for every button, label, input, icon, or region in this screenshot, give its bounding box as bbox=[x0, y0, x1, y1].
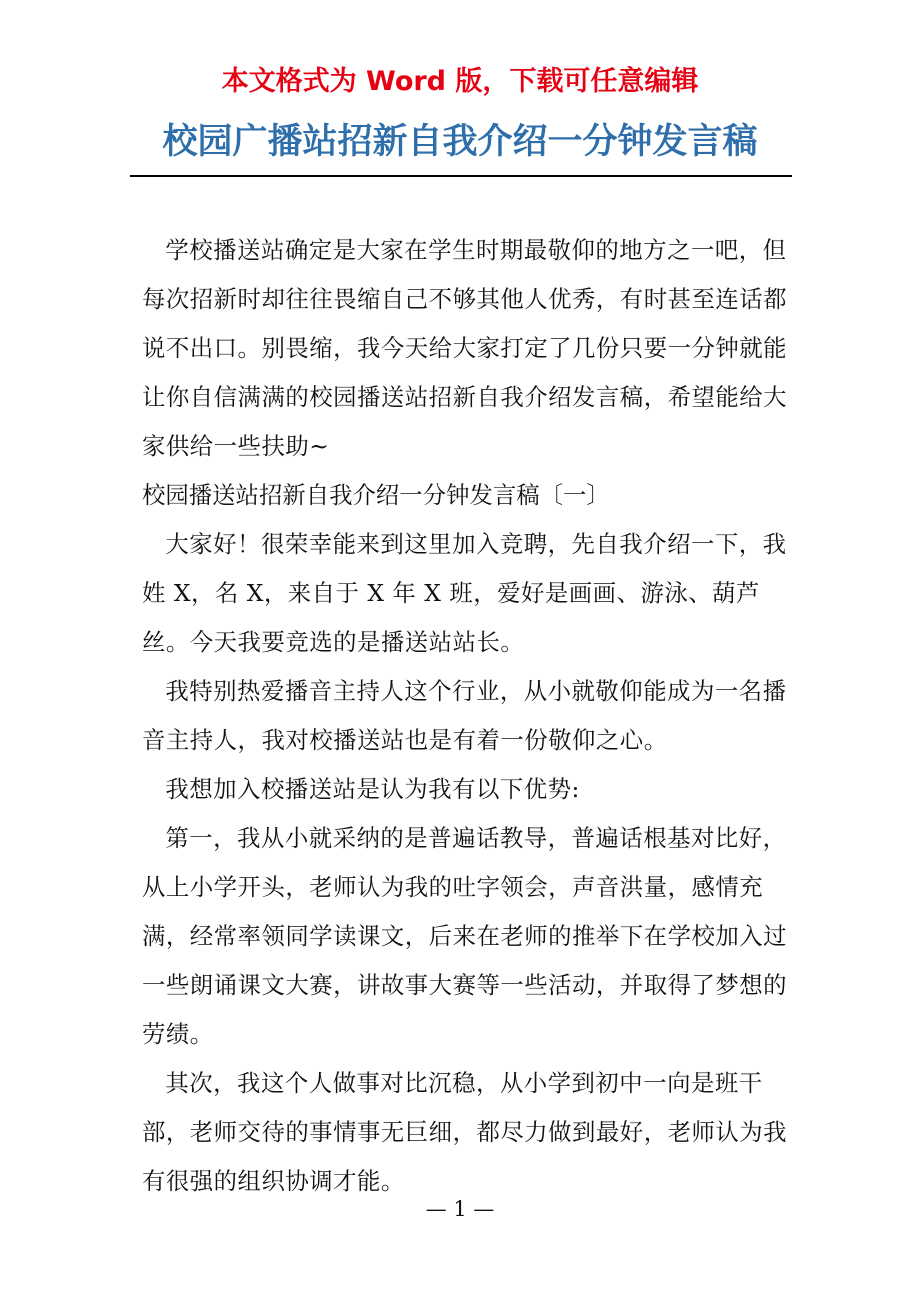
body-paragraph: 我特别热爱播音主持人这个行业，从小就敬仰能成为一名播音主持人，我对校播送站也是有着一份敬仰之心。 bbox=[142, 677, 787, 754]
page-number: — 1 — bbox=[425, 1197, 495, 1221]
document-body bbox=[142, 226, 792, 1206]
format-notice-banner: 本文格式为 Word 版，下载可任意编辑 bbox=[221, 66, 699, 97]
body-paragraph: 我想加入校播送站是认为我有以下优势: bbox=[165, 775, 580, 803]
intro-paragraph: 学校播送站确定是大家在学生时期最敬仰的地方之一吧，但每次招新时却往往畏缩自己不够其他人优秀，有时甚至连话都说不出口。别畏缩，我今天给大家打定了几份只要一分钟就能让你自信满满的校园播送站招新自我介绍发言稿，希望能给大家供给一些扶助~ bbox=[142, 236, 788, 460]
document-title: 校园广播站招新自我介绍一分钟发言稿 bbox=[162, 122, 758, 162]
body-paragraph: 其次，我这个人做事对比沉稳，从小学到初中一向是班干部，老师交待的事情事无巨细，都尽力做到最好，老师认为我有很强的组织协调才能。 bbox=[142, 1069, 788, 1195]
body-paragraph: 第一，我从小就采纳的是普遍话教导，普遍话根基对比好，从上小学开头，老师认为我的吐字领会，声音洪量，感情充满，经常率领同学读课文，后来在老师的推举下在学校加入过一些朗诵课文大赛，讲故事大赛等一些活动，并取得了梦想的劳绩。 bbox=[142, 824, 788, 1048]
title-divider bbox=[130, 175, 792, 177]
body-paragraph: 大家好！很荣幸能来到这里加入竞聘，先自我介绍一下，我姓 X，名 X，来自于 X 年 X 班，爱好是画画、游泳、葫芦丝。今天我要竞选的是播送站站长。 bbox=[142, 530, 787, 656]
section-heading: 校园播送站招新自我介绍一分钟发言稿〔一〕 bbox=[142, 481, 610, 509]
